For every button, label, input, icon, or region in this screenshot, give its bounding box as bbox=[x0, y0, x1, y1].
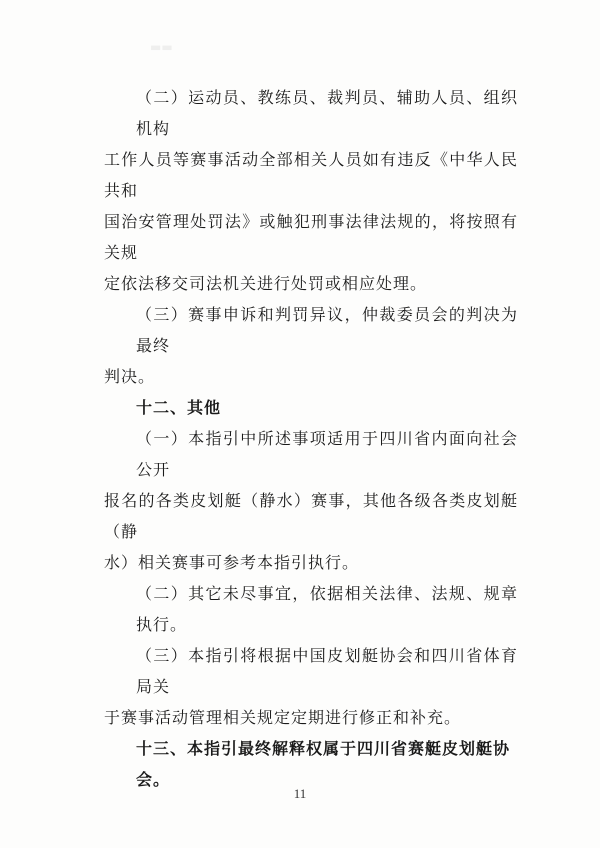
text-line: （二）其它未尽事宜，依据相关法律、法规、规章执行。 bbox=[136, 584, 518, 634]
section-heading-13: 十三、本指引最终解释权属于四川省赛艇皮划艇协会。 bbox=[136, 739, 511, 789]
text-line: （二）运动员、教练员、裁判员、辅助人员、组织机构 bbox=[136, 88, 518, 138]
paragraph-other-matters bbox=[104, 578, 518, 640]
text-line: （三）本指引将根据中国皮划艇协会和四川省体育局关 bbox=[136, 646, 518, 696]
text-line: （三）赛事申诉和判罚异议，仲裁委员会的判决为最终 bbox=[136, 305, 518, 355]
document-body bbox=[104, 82, 518, 795]
bleed-through-decoration: ▬▬ bbox=[150, 40, 173, 54]
text-line: 于赛事活动管理相关规定定期进行修正和补充。 bbox=[104, 708, 462, 727]
text-line: 水）相关赛事可参考本指引执行。 bbox=[104, 553, 360, 572]
paragraph-sanctions bbox=[104, 82, 518, 299]
text-line: 判决。 bbox=[104, 367, 156, 386]
text-line: 报名的各类皮划艇（静水）赛事，其他各级各类皮划艇（静 bbox=[104, 491, 518, 541]
text-line: 定依法移交司法机关进行处罚或相应处理。 bbox=[104, 274, 428, 293]
section-heading-12: 十二、其他 bbox=[136, 398, 222, 417]
text-line: （一）本指引中所述事项适用于四川省内面向社会公开 bbox=[136, 429, 518, 479]
paragraph-arbitration bbox=[104, 299, 518, 392]
page-number: 11 bbox=[293, 786, 307, 801]
paragraph-revision bbox=[104, 640, 518, 733]
text-line: 国治安管理处罚法》或触犯刑事法律法规的，将按照有关规 bbox=[104, 212, 518, 262]
paragraph-scope bbox=[104, 423, 518, 578]
text-line: 工作人员等赛事活动全部相关人员如有违反《中华人民共和 bbox=[104, 150, 518, 200]
